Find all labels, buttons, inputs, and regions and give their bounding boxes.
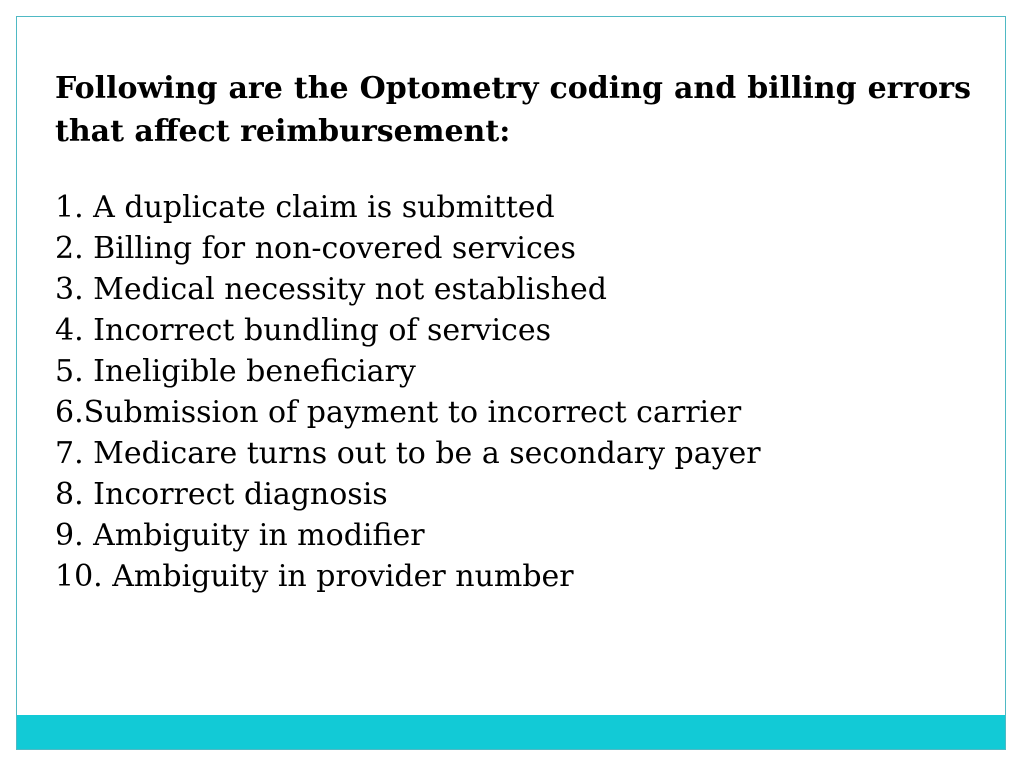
slide-heading: Following are the Optometry coding and billing errors that affect reimbursement:: [55, 71, 971, 149]
list-item: 10. Ambiguity in provider number: [55, 559, 574, 594]
list-item: 3. Medical necessity not established: [55, 272, 607, 307]
list-item: 2. Billing for non-covered services: [55, 231, 576, 266]
slide-frame: [16, 16, 1006, 750]
list-item: 9. Ambiguity in modifier: [55, 518, 425, 553]
footer-band: [17, 715, 1005, 749]
list-item: 6.Submission of payment to incorrect carrier: [55, 395, 742, 430]
list-item: 7. Medicare turns out to be a secondary payer: [55, 436, 761, 471]
list-item: 4. Incorrect bundling of services: [55, 313, 552, 348]
list-item: 8. Incorrect diagnosis: [55, 477, 388, 512]
error-list: [55, 187, 971, 597]
slide-content: [55, 67, 971, 597]
list-item: 5. Ineligible beneficiary: [55, 354, 416, 389]
list-item: 1. A duplicate claim is submitted: [55, 190, 555, 225]
